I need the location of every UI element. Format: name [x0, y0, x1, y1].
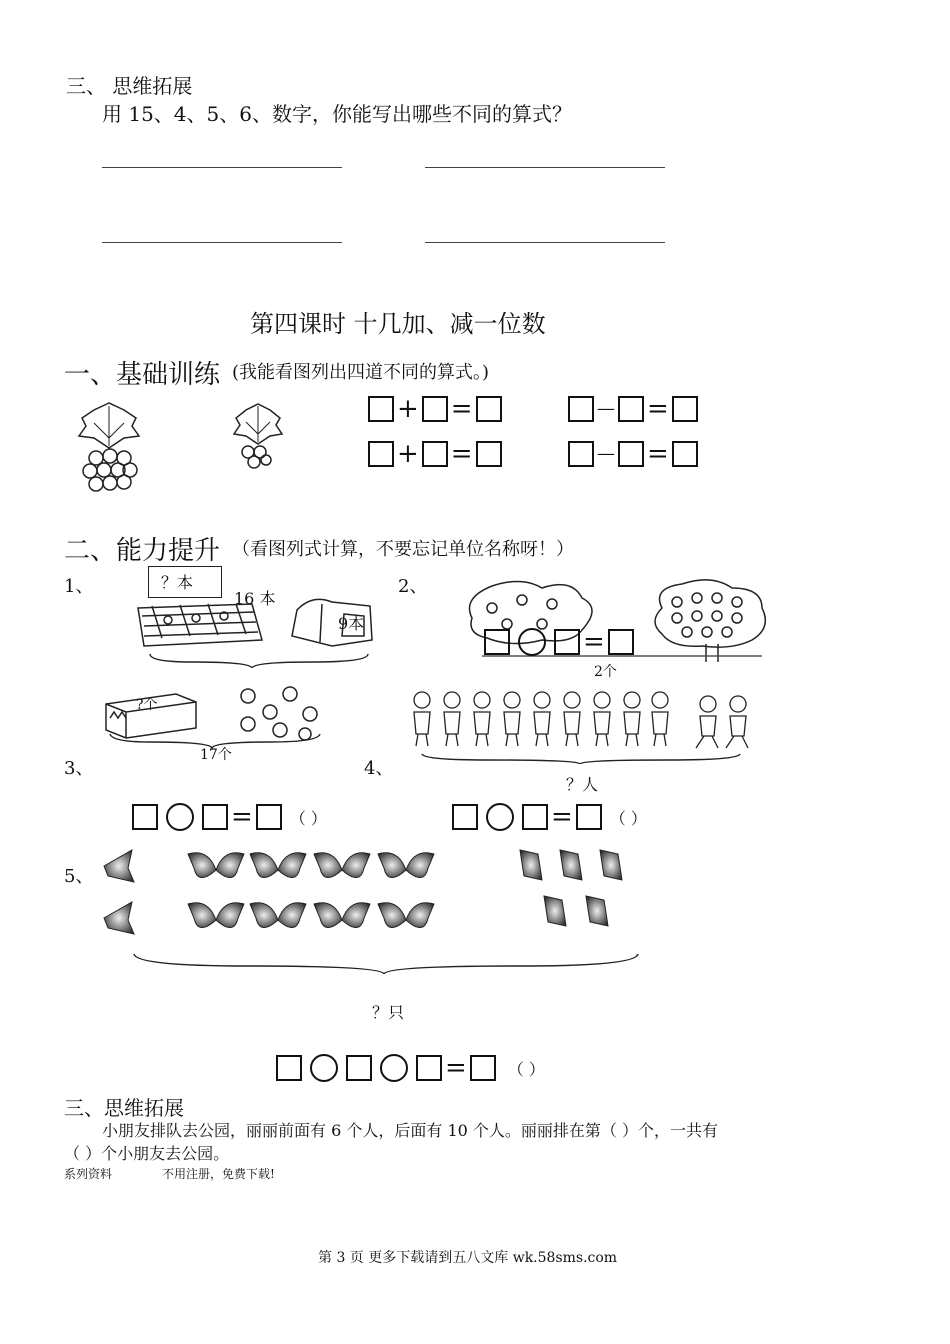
answer-box[interactable]	[422, 441, 448, 467]
operator-circle[interactable]	[166, 803, 194, 831]
unit-parentheses: （ ）	[289, 808, 327, 828]
answer-box[interactable]	[608, 629, 634, 655]
question-number: 5、	[64, 866, 94, 887]
part2-note: （看图列式计算，不要忘记单位名称呀！）	[232, 539, 574, 560]
equation-row: = （ ）	[132, 803, 327, 831]
answer-line	[102, 167, 342, 168]
operator-circle[interactable]	[380, 1054, 408, 1082]
word-problem-line2: （ ）个小朋友去公园。	[64, 1144, 230, 1163]
answer-box[interactable]	[672, 441, 698, 467]
equation-row: =	[484, 628, 634, 656]
quantity-label: 2个	[594, 664, 617, 680]
answer-box[interactable]	[368, 396, 394, 422]
quantity-label: ？只	[372, 1003, 405, 1022]
question-number: 1、	[64, 576, 94, 597]
answer-box[interactable]	[672, 396, 698, 422]
answer-box[interactable]	[256, 804, 282, 830]
part1-note: (我能看图列出四道不同的算式。)	[232, 362, 490, 383]
question-number: 4、	[364, 758, 394, 779]
answer-box[interactable]	[568, 396, 594, 422]
question-number: 2、	[398, 576, 428, 597]
answer-box[interactable]	[476, 396, 502, 422]
operator-circle[interactable]	[518, 628, 546, 656]
footer-note-left: 系列资料	[64, 1167, 113, 1181]
children-group-image	[408, 684, 758, 764]
grape-bunch-small-image	[228, 400, 288, 470]
answer-box[interactable]	[618, 441, 644, 467]
answer-box[interactable]	[476, 441, 502, 467]
section-heading-thinking: 三、思维拓展	[64, 1096, 184, 1120]
quantity-label: 9本	[338, 614, 365, 633]
lesson-title: 第四课时 十几加、减一位数	[250, 310, 546, 338]
answer-box[interactable]	[522, 804, 548, 830]
operator-circle[interactable]	[310, 1054, 338, 1082]
unit-parentheses: （ ）	[507, 1059, 545, 1079]
answer-box[interactable]	[618, 396, 644, 422]
grape-bunch-large-image	[74, 398, 144, 498]
answer-box[interactable]	[568, 441, 594, 467]
answer-box[interactable]	[368, 441, 394, 467]
page-footer: 第 3 页 更多下载请到五八文库 wk.58sms.com	[318, 1250, 618, 1266]
answer-line	[102, 242, 342, 243]
answer-box[interactable]	[554, 629, 580, 655]
operator-circle[interactable]	[486, 803, 514, 831]
part1-heading: 一、基础训练	[64, 360, 221, 390]
equation-row: = （ ）	[452, 803, 647, 831]
footer-note-right: 不用注册，免费下载!	[162, 1167, 275, 1181]
question-label-box: ？本	[148, 566, 222, 598]
box-label: ?个	[136, 697, 158, 713]
answer-box[interactable]	[346, 1055, 372, 1081]
answer-box[interactable]	[132, 804, 158, 830]
answer-box[interactable]	[484, 629, 510, 655]
equation-row: — =	[568, 441, 698, 467]
answer-line	[425, 242, 665, 243]
equation-row: = （ ）	[276, 1054, 545, 1082]
question-number: 3、	[64, 758, 94, 779]
unit-parentheses: （ ）	[609, 808, 647, 828]
answer-box[interactable]	[470, 1055, 496, 1081]
answer-box[interactable]	[422, 396, 448, 422]
quantity-label: 17个	[200, 747, 232, 763]
answer-line	[425, 167, 665, 168]
answer-box[interactable]	[576, 804, 602, 830]
question-text: 用 15、4、5、6、数字，你能写出哪些不同的算式？	[102, 102, 572, 126]
section-heading-thinking: 三、 思维拓展	[66, 74, 193, 98]
equation-row: + =	[368, 396, 502, 422]
part2-heading: 二、能力提升	[64, 536, 221, 566]
word-problem-line1: 小朋友排队去公园，丽丽前面有 6 个人，后面有 10 个人。丽丽排在第（ ）个，一共有	[102, 1121, 718, 1140]
quantity-label: ？人	[566, 775, 599, 794]
equation-row: + =	[368, 441, 502, 467]
answer-box[interactable]	[452, 804, 478, 830]
answer-box[interactable]	[416, 1055, 442, 1081]
butterflies-image	[98, 846, 658, 986]
answer-box[interactable]	[202, 804, 228, 830]
equation-row: — =	[568, 396, 698, 422]
quantity-label: 16 本	[234, 589, 276, 608]
answer-box[interactable]	[276, 1055, 302, 1081]
